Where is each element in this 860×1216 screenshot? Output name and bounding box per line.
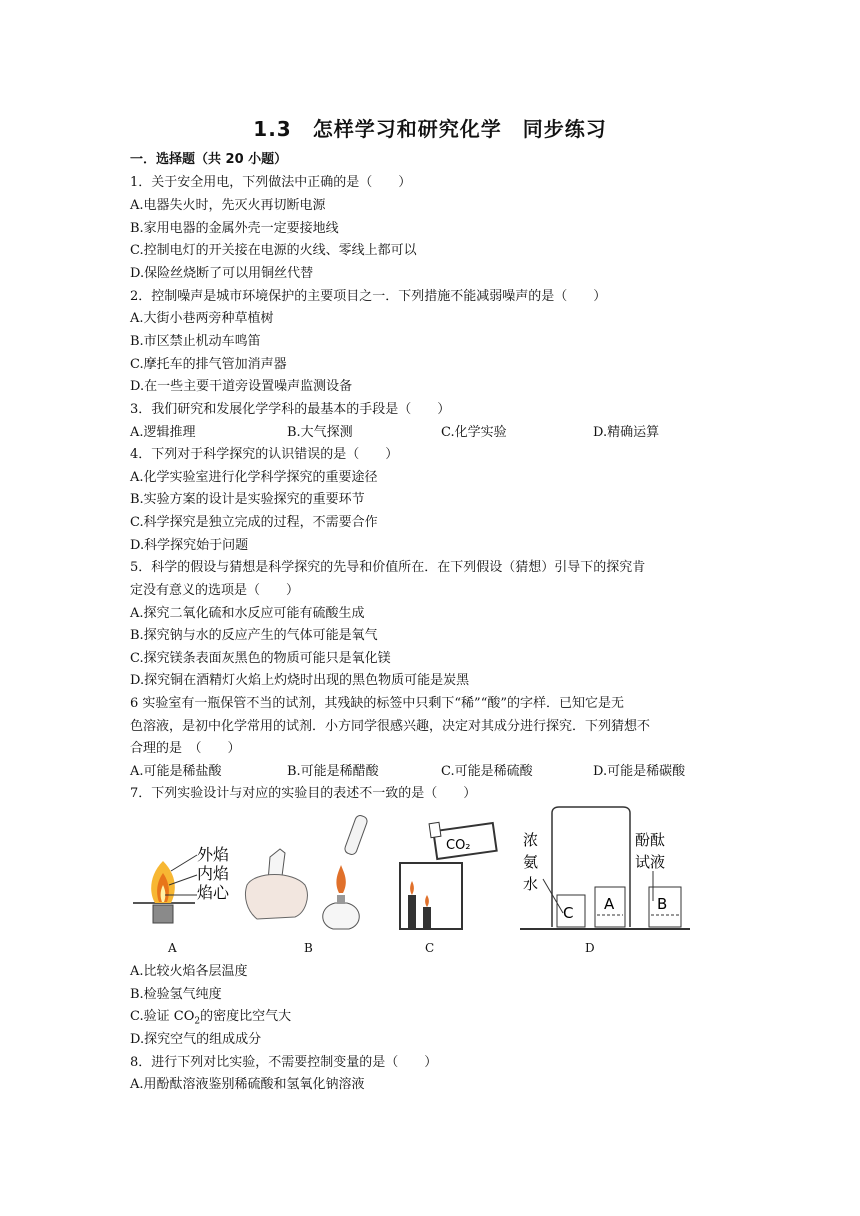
question-6-option-a: A.可能是稀盐酸 <box>130 764 222 779</box>
question-2-stem: 2．控制噪声是城市环境保护的主要项目之一．下列措施不能减弱噪声的是（ ） <box>130 289 607 304</box>
question-3-stem: 3．我们研究和发展化学学科的最基本的手段是（ ） <box>130 402 451 417</box>
label-outer-flame: 外焰 <box>197 845 230 864</box>
page-title: 1.3 怎样学习和研究化学 同步练习 <box>253 117 607 141</box>
question-5-option-c: C.探究镁条表面灰黑色的物质可能只是氧化镁 <box>130 651 391 666</box>
question-6-option-b: B.可能是稀醋酸 <box>287 764 379 779</box>
question-7-option-d: D.探究空气的组成成分 <box>130 1032 262 1047</box>
question-5-option-b: B.探究钠与水的反应产生的气体可能是氧气 <box>130 628 378 643</box>
question-2-option-a: A.大街小巷两旁种草植树 <box>130 311 274 326</box>
question-7-option-c-sub: 2 <box>194 1016 201 1027</box>
question-1-option-a: A.电器失火时，先灭火再切断电源 <box>130 198 326 213</box>
question-7-option-b: B.检验氢气纯度 <box>130 987 222 1002</box>
figure-a-flame <box>133 845 230 923</box>
question-7-option-c <box>130 1007 291 1032</box>
question-3-option-a: A.逻辑推理 <box>130 425 196 440</box>
question-7-option-c-pre: C.验证 CO <box>130 1009 195 1024</box>
question-7-stem: 7．下列实验设计与对应的实验目的表述不一致的是（ ） <box>130 786 477 801</box>
beaker-c-label: C <box>563 904 574 922</box>
beaker-a-label: A <box>604 895 615 913</box>
question-6-stem-line-2: 色溶液，是初中化学常用的试剂．小方同学很感兴趣，决定对其成分进行探究．下列猜想不 <box>130 719 651 734</box>
label-inner-flame: 内焰 <box>197 864 230 883</box>
question-1-option-b: B.家用电器的金属外壳一定要接地线 <box>130 221 339 236</box>
label-co2: CO₂ <box>446 838 471 853</box>
question-6-stem-line-1: 6 实验室有一瓶保管不当的试剂，其残缺的标签中只剩下“稀”“酸”的字样．已知它是无 <box>130 696 624 711</box>
question-5-stem-line-2: 定没有意义的选项是（ ） <box>130 583 300 598</box>
question-3-option-b: B.大气探测 <box>287 425 353 440</box>
question-6-stem-line-3: 合理的是 （ ） <box>130 741 241 756</box>
figure-b-test-tube-and-lamp <box>245 814 368 929</box>
question-2-option-b: B.市区禁止机动车鸣笛 <box>130 334 261 349</box>
question-4-option-d: D.科学探究始于问题 <box>130 538 249 553</box>
label-ammonia-1: 浓 <box>523 831 539 849</box>
question-4-option-a: A.化学实验室进行化学科学探究的重要途径 <box>130 470 378 485</box>
question-6-option-c: C.可能是稀硫酸 <box>441 764 533 779</box>
question-7-option-c-post: 的密度比空气大 <box>200 1009 292 1024</box>
question-5-option-d: D.探究铜在酒精灯火焰上灼烧时出现的黑色物质可能是炭黑 <box>130 673 470 688</box>
question-1-option-d: D.保险丝烧断了可以用铜丝代替 <box>130 266 314 281</box>
question-2-option-d: D.在一些主要干道旁设置噪声监测设备 <box>130 379 353 394</box>
label-ammonia-2: 氨 <box>523 853 539 871</box>
figure-label-a: A <box>168 941 177 955</box>
label-phenol-2: 试液 <box>635 853 666 871</box>
label-phenol-1: 酚酞 <box>635 831 666 849</box>
figure-d-ammonia-diffusion <box>520 807 690 929</box>
label-ammonia-3: 水 <box>523 875 539 893</box>
figure-label-b: B <box>304 941 313 955</box>
question-6-option-d: D.可能是稀碳酸 <box>593 764 686 779</box>
figure-c-co2-beaker <box>400 822 497 929</box>
beaker-b-label: B <box>657 895 668 913</box>
question-3-option-c: C.化学实验 <box>441 425 507 440</box>
question-3-option-d: D.精确运算 <box>593 425 660 440</box>
figure-label-d: D <box>585 941 595 955</box>
question-8-option-a: A.用酚酞溶液鉴别稀硫酸和氢氧化钠溶液 <box>130 1077 365 1092</box>
experiment-figure <box>125 805 690 940</box>
label-flame-core: 焰心 <box>197 883 230 902</box>
question-1-stem: 1．关于安全用电，下列做法中正确的是（ ） <box>130 175 412 190</box>
figure-label-c: C <box>425 941 435 955</box>
question-8-stem: 8．进行下列对比实验，不需要控制变量的是（ ） <box>130 1055 438 1070</box>
question-1-option-c: C.控制电灯的开关接在电源的火线、零线上都可以 <box>130 243 417 258</box>
question-7-option-a: A.比较火焰各层温度 <box>130 964 248 979</box>
question-5-option-a: A.探究二氧化硫和水反应可能有硫酸生成 <box>130 606 365 621</box>
question-4-stem: 4．下列对于科学探究的认识错误的是（ ） <box>130 447 399 462</box>
question-4-option-c: C.科学探究是独立完成的过程，不需要合作 <box>130 515 378 530</box>
question-4-option-b: B.实验方案的设计是实验探究的重要环节 <box>130 492 365 507</box>
question-5-stem-line-1: 5．科学的假设与猜想是科学探究的先导和价值所在．在下列假设（猜想）引导下的探究肯 <box>130 560 646 575</box>
section-heading: 一．选择题（共 20 小题） <box>130 152 288 167</box>
question-2-option-c: C.摩托车的排气管加消声器 <box>130 357 287 372</box>
